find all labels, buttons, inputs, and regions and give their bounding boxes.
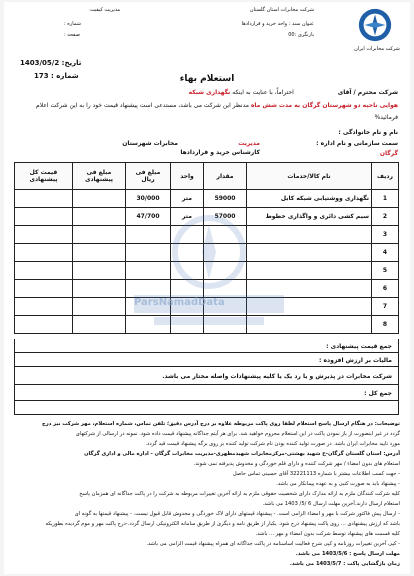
watermark-text: ParsNamadData — [134, 297, 225, 308]
number-line: شماره : 173 — [34, 72, 79, 80]
price-cell: 30/000 — [126, 190, 171, 208]
offer-total-cell — [15, 226, 73, 244]
col-item: نام کالا/خدمات — [247, 163, 372, 190]
note-line: استعلام ارسال دارند.آخرین مهلت ارسال 6 /5/ 1403 می باشد. — [262, 501, 400, 507]
unit-cell: متر — [171, 208, 204, 226]
company-logo — [356, 6, 394, 44]
offer-total-cell — [15, 316, 73, 334]
row-number-cell: 7 — [372, 298, 399, 316]
location-text: هوایی ناحیه دو شهرستان گرگان به مدت شش ماه — [250, 102, 398, 109]
price-cell: 47/700 — [126, 208, 171, 226]
note-line: آدرس: استان گلستان گرگان-خ شهید بهشتی-مرکزمخابرات شهیدمطهری-مدیریت مخابرات گرگان - اداره مالی و اداری گرگان — [84, 451, 400, 457]
grand-total-box: جمع کل : — [14, 385, 399, 401]
offer-total-cell — [15, 244, 73, 262]
offer-price-cell — [73, 316, 126, 334]
quantity-cell: 59000 — [204, 190, 247, 208]
header-page-label: صفحه : — [64, 32, 80, 38]
page-title: استعلام بهاء — [179, 74, 235, 84]
col-row: ردیف — [372, 163, 399, 190]
offer-price-cell — [73, 226, 126, 244]
note-line: مورد تایید مخابرات ایران باشد. در صورت تولید کننده بودن نام شرکت تولید کننده بر روی برگه پیشنهاد قیمت قید گردد. — [145, 441, 400, 447]
col-offer-total: قیمت کل پیشنهادی — [15, 163, 73, 190]
offer-price-cell — [73, 280, 126, 298]
maintenance-text: نگهداری شبکه — [188, 89, 231, 96]
item-name-cell: سیم کشی دائری و واگذاری خطوط — [247, 208, 372, 226]
intro-line-3: فرمائید% — [374, 114, 398, 121]
intro-line-1 — [189, 90, 398, 96]
note-line: - جهت کسب اطلاعات بیشتر با شماره 32221113 آقای حسینی تماس حاصل — [232, 471, 400, 477]
table-row — [15, 190, 399, 208]
offer-total-cell — [15, 280, 73, 298]
unit-cell: متر — [171, 190, 204, 208]
logo-caption: شرکت مخابرات ایران — [354, 46, 400, 52]
acceptance-box — [14, 401, 399, 415]
item-name-cell: نگهداری ووشتیابی شبکه کابل — [247, 190, 372, 208]
col-qty: مقدار — [204, 163, 247, 190]
name-label: نام و نام خانوادگی : — [338, 129, 398, 136]
header-quality-mgmt: مدیریت کیفیت — [90, 7, 121, 13]
note-line: توضیحات: در هنگام ارسال پاسخ استعلام لطفا روی پاکت مربوطه علاوه بر درج آدرس دقیق؛ تلفن تماس، شماره استعلام، مهر شرکت نیز درج — [41, 421, 400, 427]
city-value: گرگان — [379, 150, 398, 157]
note-line: کلیه شرکت کنندگان ملزم به ارائه مدارک دارای شخصیت حقوقی ملزم به ارائه آخرین تغییرات مربوطه به شرکت را در پاکت جداگانه ای همزمان پاسخ — [79, 491, 400, 497]
row-number-cell: 5 — [372, 262, 399, 280]
note-line: گردد در غیر اینصورت از باز نمودن پاکت در این استعلام محروم خواهید شد. برای هر آیتم جداگانه پیشنهاد قیمت داده شود. نمونه در ارسالی از شرکتهای — [75, 431, 400, 437]
row-number-cell: 8 — [372, 316, 399, 334]
note-line: استعلام های بدون امضاء / مهر شرکت کننده و دارای قلم خوردگی و مخدوش پذیرفته نمی شوند. — [193, 461, 400, 467]
header-company: شرکت مخابرات استان گلستان — [249, 7, 314, 13]
vat-box: مالیات بر ارزش افزوده : — [14, 353, 399, 367]
note-line: کلیه قسمت های پیشنهاد توسط شرکت بدون امضاء و مهر ... باشد. — [255, 531, 400, 537]
total-offer-box: جمع قیمت پیشنهادی : — [14, 339, 399, 353]
col-price: مبلغ فی ریال — [126, 163, 171, 190]
org-value: مدیریت — [238, 140, 260, 147]
header-revision: بازنگری :00 — [288, 32, 314, 38]
row-number-cell: 4 — [372, 244, 399, 262]
header-number-label: شماره : — [64, 21, 81, 27]
row-number-cell: 3 — [372, 226, 399, 244]
note-line: باشد که ارزش پیشنهادی ... روی پاکت پیشنهاد درج شود. یکبار از طریق نامه و دیگری از طریق سامانه الکترونیکی ارسال گردد.-درج پاکت مهر و موم گردیده بطوریکه — [45, 521, 400, 527]
greeting-text: احتراماً، با عنایت به اینکه — [232, 89, 294, 96]
offer-price-cell — [73, 190, 126, 208]
date-line: تاریخ: 1403/05/2 — [20, 59, 82, 67]
col-offer-amount: مبلغ فی پیشنهادی — [73, 163, 126, 190]
note-line: مهلت ارسال پاسخ : 1403/5/6 می باشد. — [295, 551, 400, 557]
note-line: - کپی آخرین تغییرات روزنامه و کپی شرح فعالیت اساسنامه در پاکت جداگانه ای همراه پیشنهاد قیمت الزامی می باشد. — [146, 541, 400, 547]
expert-label: کارشناس خرید و قراردادها — [180, 149, 260, 156]
row-number-cell: 2 — [372, 208, 399, 226]
offer-price-cell — [73, 262, 126, 280]
row-number-cell: 6 — [372, 280, 399, 298]
note-line: زمان بازگشایی پاکت : 1403/5/7 می باشد. — [289, 561, 400, 567]
note-line: - پیشنهاد باید به صورت کتبی و به عهده پیمانکار می باشد. — [276, 481, 400, 487]
addressee-label: شرکت محترم / آقای — [337, 89, 398, 96]
note-line: - ارسال پیش فاکتور شرکت با مهر و امضاء الزامی است. - پیشنهاد قیمتهای دارای لاک خوردگی و مخدوش قابل قبول نیست. - پیشنهاد قیمتها به گونه ای — [74, 511, 400, 517]
offer-price-cell — [73, 244, 126, 262]
offer-total-cell — [15, 208, 73, 226]
request-text: مدنظر این شرکت می باشد، مستدعی است پیشنهاد قیمت خود را به این شرکت اعلام — [36, 102, 249, 109]
intro-line-2 — [36, 103, 398, 109]
offer-total-cell — [15, 190, 73, 208]
header-document-title: عنوان سند : واحد خرید و قراردادها — [241, 21, 314, 27]
document-sheet — [4, 2, 410, 574]
offer-total-cell — [15, 298, 73, 316]
org-label: سمت سازمانی و نام اداره : — [316, 140, 398, 147]
offer-total-cell — [15, 262, 73, 280]
watermark-logo — [124, 207, 294, 337]
offer-price-cell — [73, 298, 126, 316]
dept-value: مخابرات شهرستان — [122, 140, 178, 147]
tax-note-box: شرکت مخابرات در پذیرش و یا رد یک یا کلیه پیشنهادات واصله مختار می باشد. — [14, 367, 399, 385]
table-header-row — [15, 163, 399, 190]
offer-price-cell — [73, 208, 126, 226]
quantity-cell: 57000 — [204, 208, 247, 226]
row-number-cell: 1 — [372, 190, 399, 208]
col-unit: واحد — [171, 163, 204, 190]
